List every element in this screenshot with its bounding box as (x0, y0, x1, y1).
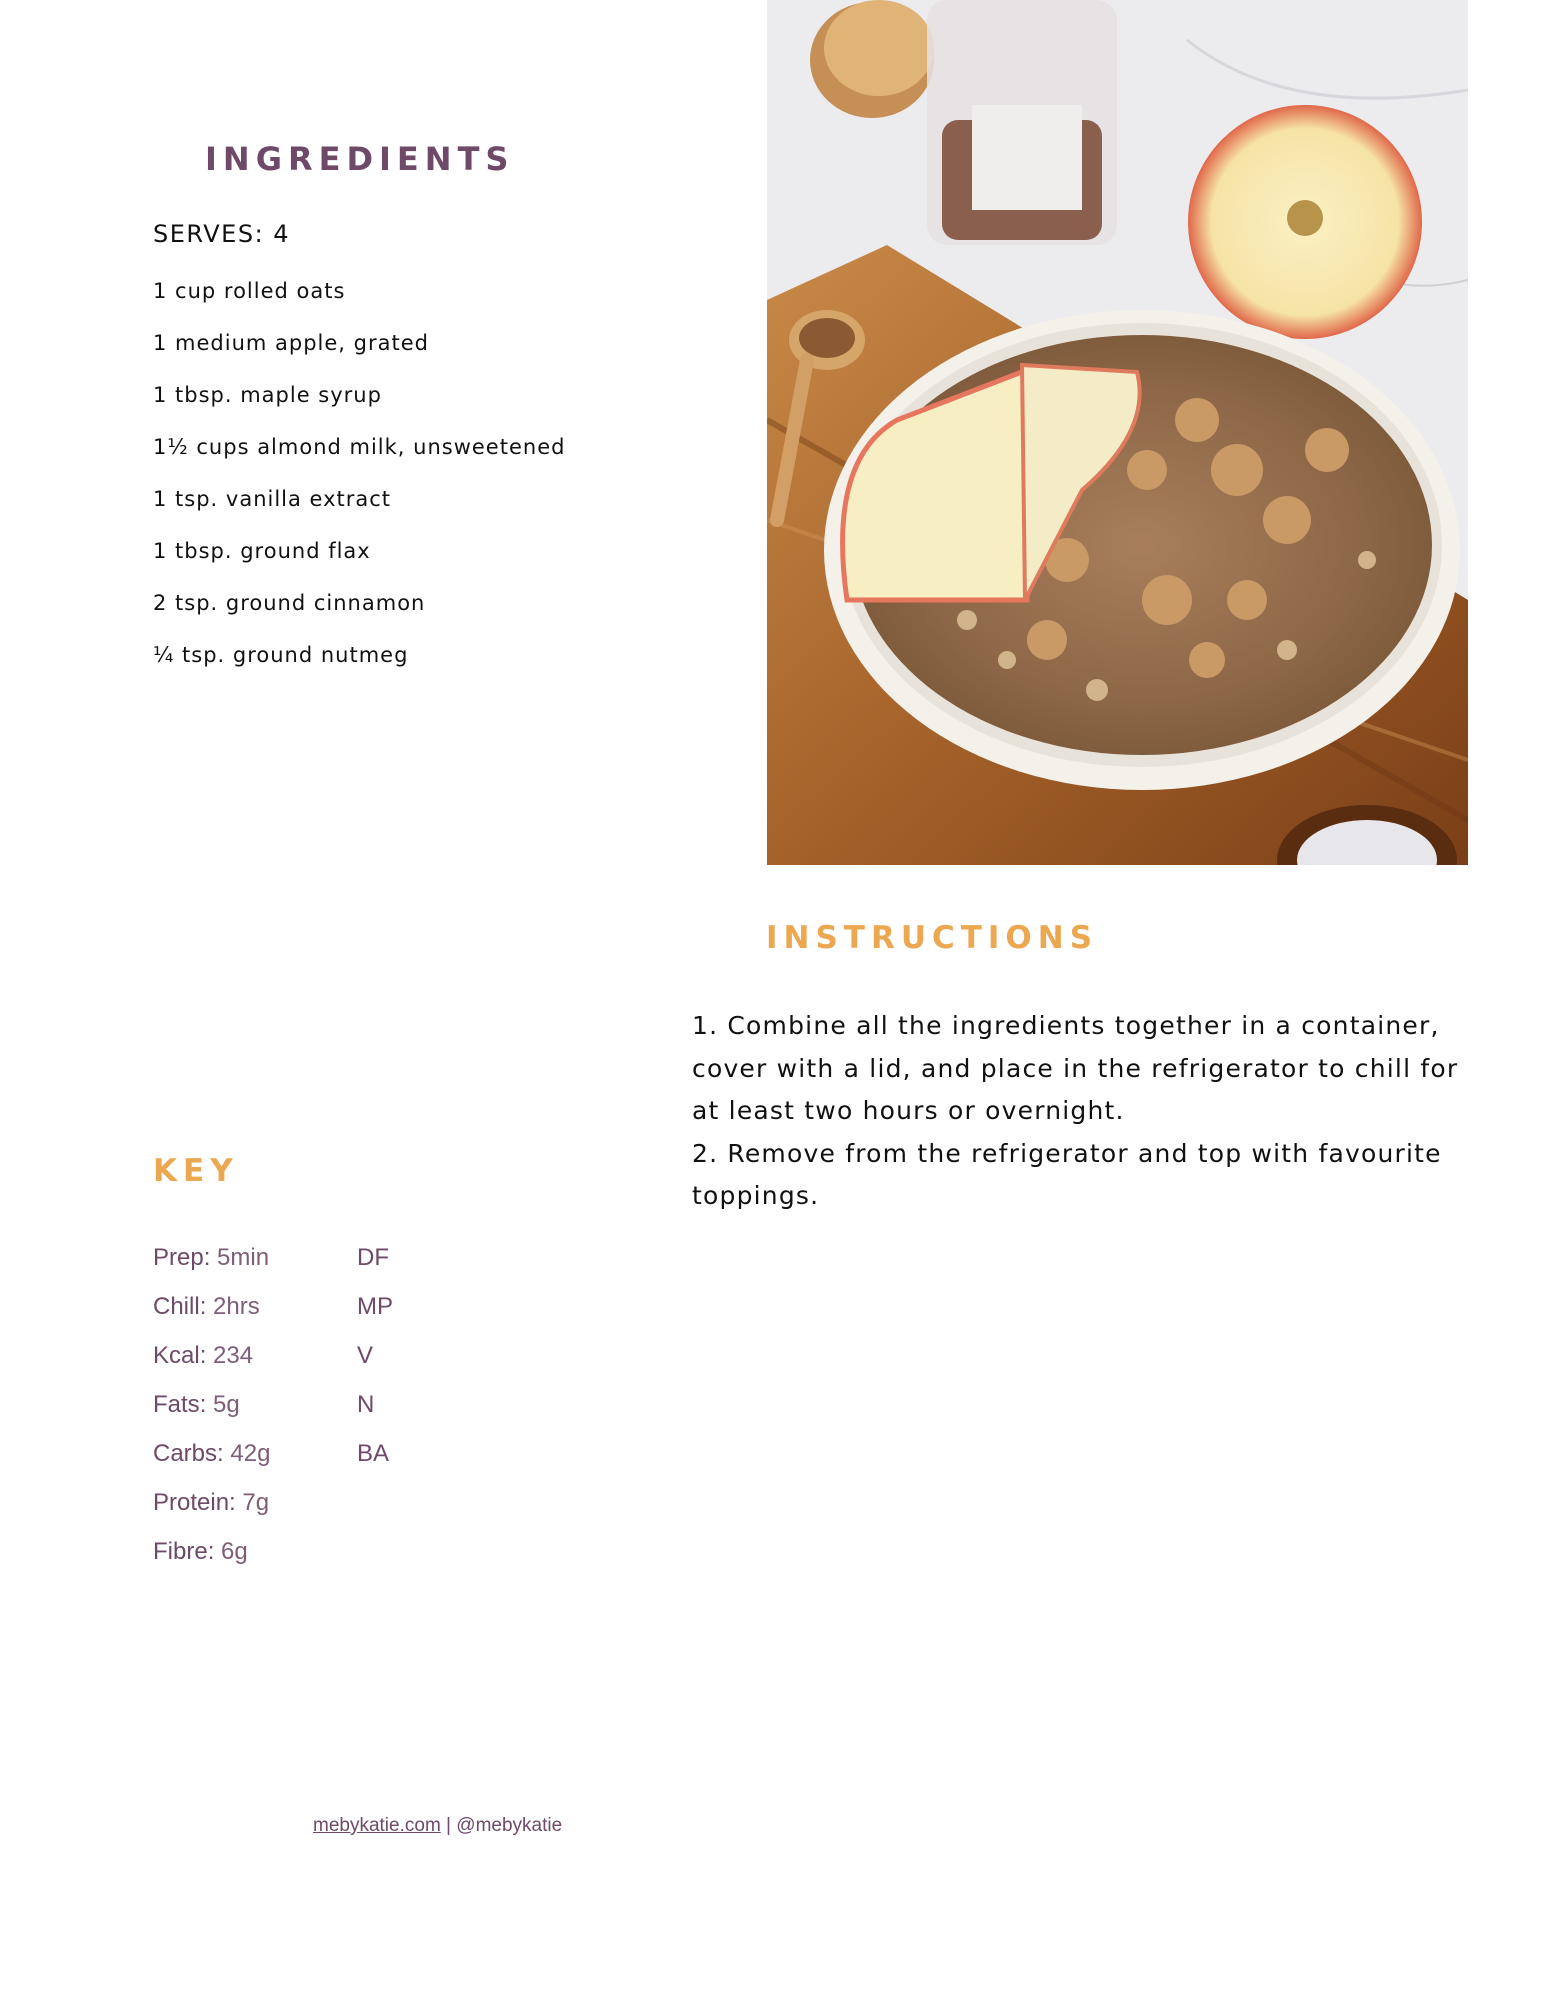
ingredient-item: 1 tbsp. ground flax (153, 539, 371, 563)
ingredients-heading: INGREDIENTS (205, 140, 515, 178)
stat-label: Chill (153, 1293, 200, 1320)
ingredient-list (153, 276, 565, 692)
stat-protein: Protein: 7g (153, 1489, 270, 1516)
instruction-step: 1. Combine all the ingredients together in a container, cover with a lid, and place in the refrigerator to chill for at least two hours or overnight. (692, 1011, 1459, 1125)
instruction-step: 2. Remove from the refrigerator and top with favourite toppings. (692, 1138, 1442, 1210)
stat-value: 5g (213, 1391, 240, 1418)
website-link[interactable]: mebykatie.com (313, 1815, 441, 1836)
nutrition-stats (153, 1238, 270, 1581)
diet-tag: MP (357, 1293, 393, 1320)
ingredient-item: 1 cup rolled oats (153, 279, 346, 303)
diet-tag: DF (357, 1244, 389, 1271)
instructions-heading: INSTRUCTIONS (766, 920, 1099, 956)
stat-chill: Chill: 2hrs (153, 1293, 260, 1320)
diet-tag: BA (357, 1440, 390, 1467)
diet-tag: V (357, 1342, 374, 1369)
instruction-list (692, 1005, 1472, 1218)
stat-label: Carbs (153, 1440, 218, 1467)
diet-tags (357, 1238, 393, 1483)
stat-label: Kcal (153, 1342, 200, 1369)
stat-value: 5min (217, 1244, 270, 1271)
key-heading: KEY (153, 1153, 239, 1189)
stat-label: Protein (153, 1489, 230, 1516)
stat-value: 6g (221, 1538, 248, 1565)
ingredient-item: 1 tbsp. maple syrup (153, 383, 382, 407)
ingredient-item: 1 medium apple, grated (153, 331, 429, 355)
stat-value: 2hrs (213, 1293, 260, 1320)
recipe-photo (767, 0, 1468, 865)
stat-prep: Prep: 5min (153, 1244, 270, 1271)
diet-tag: N (357, 1391, 375, 1418)
serves-label: SERVES: 4 (153, 220, 291, 248)
stat-value: 42g (230, 1440, 271, 1467)
stat-fats: Fats: 5g (153, 1391, 240, 1418)
stat-label: Prep (153, 1244, 204, 1271)
stat-label: Fibre (153, 1538, 208, 1565)
stat-label: Fats (153, 1391, 200, 1418)
stat-kcal: Kcal: 234 (153, 1342, 254, 1369)
ingredient-item: 1 tsp. vanilla extract (153, 487, 392, 511)
ingredient-item: 1½ cups almond milk, unsweetened (153, 435, 566, 459)
social-handle: @mebykatie (456, 1815, 563, 1836)
stat-value: 234 (213, 1342, 254, 1369)
footer-separator: | (440, 1815, 457, 1836)
footer (313, 1815, 562, 1837)
stat-value: 7g (242, 1489, 270, 1516)
ingredient-item: 2 tsp. ground cinnamon (153, 591, 426, 615)
stat-fibre: Fibre: 6g (153, 1538, 248, 1565)
stat-carbs: Carbs: 42g (153, 1440, 271, 1467)
ingredient-item: ¼ tsp. ground nutmeg (153, 643, 409, 667)
